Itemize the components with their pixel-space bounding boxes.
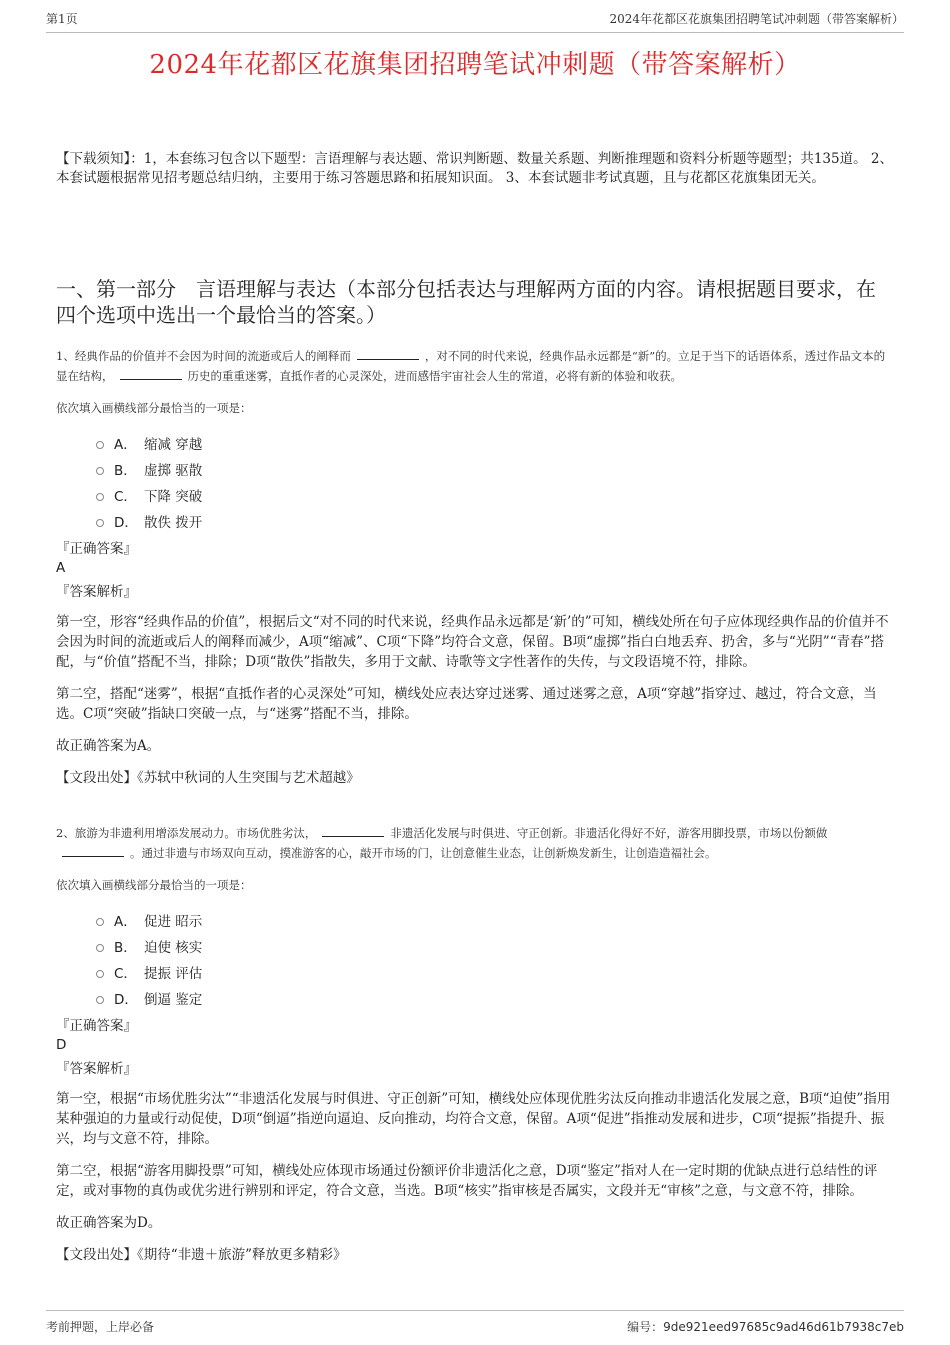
- question-1: [56, 346, 896, 788]
- answer-value: A: [56, 560, 66, 576]
- option-c[interactable]: C． 提振 评估: [96, 959, 896, 985]
- option-c[interactable]: C． 下降 突破: [96, 482, 896, 508]
- option-list: [96, 907, 896, 1011]
- radio-icon[interactable]: [96, 944, 104, 952]
- question-stem: 2、旅游为非遗利用增添发展动力。市场优胜劣汰， 非遗活化发展与时俱进、守正创新。非遗活化得好不好，游客用脚投票，市场以份额做。通过非遗与市场双向互动，摸准游客的心，敲开市场的门，让创意催生业态，让创新焕发新生，让创造造福社会。: [56, 826, 828, 860]
- analysis-label: 『答案解析』: [56, 584, 137, 600]
- analysis-paragraph: 第二空，搭配“迷雾”，根据“直抵作者的心灵深处”可知，横线处应表达穿过迷雾、通过迷雾之意，A项“穿越”指穿过、越过，符合文意，当选。C项“突破”指缺口突破一点，与“迷雾”搭配不当，排除。: [56, 686, 877, 722]
- footer-slogan: 考前押题，上岸必备: [46, 1320, 155, 1334]
- header-doc-name: 2024年花都区花旗集团招聘笔试冲刺题（带答案解析）: [609, 12, 904, 26]
- radio-icon[interactable]: [96, 493, 104, 501]
- source-citation: 【文段出处】《期待“非遗＋旅游”释放更多精彩》: [56, 1247, 347, 1263]
- analysis-paragraph: 第二空，根据“游客用脚投票”可知，横线处应体现市场通过份额评价非遗活化之意，D项“鉴定”指对人在一定时期的优缺点进行总结性的评定，或对事物的真伪或优劣进行辨别和评定，符合文意，当选。B项“核实”指审核是否属实，文段并无“审核”之意，与文意不符，排除。: [56, 1163, 878, 1199]
- analysis-paragraph: 第一空，形容“经典作品的价值”，根据后文“对不同的时代来说，经典作品永远都是‘新’的”可知，横线处所在句子应体现经典作品的价值并不会因为时间的流逝或后人的阐释而减少，A项“缩减”、C项“下降”均符合文意，保留。B项“虚掷”指白白地丢弃、扔舍，多与“光阴”“青春”搭配，与“价值”搭配不当，排除；D项“散佚”指散失，多用于文献、诗歌等文字性著作的失传，与文段语境不符，排除。: [56, 614, 889, 670]
- question-prompt: 依次填入画横线部分最恰当的一项是：: [56, 401, 252, 415]
- radio-icon[interactable]: [96, 996, 104, 1004]
- blank-line: [322, 824, 384, 837]
- answer-value: D: [56, 1037, 67, 1053]
- option-b[interactable]: B． 虚掷 驱散: [96, 456, 896, 482]
- option-d[interactable]: D． 倒逼 鉴定: [96, 985, 896, 1011]
- analysis-conclusion: 故正确答案为A。: [56, 738, 161, 754]
- document-id: 编号：9de921eed97685c9ad46d61b7938c7eb: [627, 1320, 904, 1334]
- question-2: [56, 823, 896, 1265]
- analysis-paragraph: 第一空，根据“市场优胜劣汰”“非遗活化发展与时俱进、守正创新”可知，横线处应体现优胜劣汰反向推动非遗活化发展之意，B项“迫使”指用某种强迫的力量或行动促使，D项“倒逼”指逆向逼迫、反向推动，均符合文意，保留。A项“促进”指推动发展和进步，C项“提振”指提升、振兴，均与文意不符，排除。: [56, 1091, 891, 1147]
- answer-label: 『正确答案』: [56, 541, 137, 557]
- analysis-label: 『答案解析』: [56, 1061, 137, 1077]
- radio-icon[interactable]: [96, 970, 104, 978]
- option-list: [96, 430, 896, 534]
- radio-icon[interactable]: [96, 467, 104, 475]
- section-heading: 一、第一部分 言语理解与表达（本部分包括表达与理解两方面的内容。请根据题目要求，在四个选项中选出一个最恰当的答案。）: [56, 277, 876, 327]
- blank-line: [357, 347, 419, 360]
- option-a[interactable]: A． 促进 昭示: [96, 907, 896, 933]
- question-prompt: 依次填入画横线部分最恰当的一项是：: [56, 878, 252, 892]
- blank-line: [120, 367, 182, 380]
- option-b[interactable]: B． 迫使 核实: [96, 933, 896, 959]
- page-footer: [46, 1310, 904, 1335]
- page-number: 第1页: [46, 12, 78, 26]
- radio-icon[interactable]: [96, 519, 104, 527]
- source-citation: 【文段出处】《苏轼中秋词的人生突围与艺术超越》: [56, 770, 360, 786]
- download-notice: 【下载须知】：1，本套练习包含以下题型：言语理解与表达题、常识判断题、数量关系题、判断推理题和资料分析题等题型；共135道。 2、本套试题根据常见招考题总结归纳，主要用于练习答题思路和拓展知识面。 3、本套试题非考试真题，且与花都区花旗集团无关。: [56, 151, 893, 186]
- document-title: 2024年花都区花旗集团招聘笔试冲刺题（带答案解析）: [149, 50, 801, 80]
- radio-icon[interactable]: [96, 918, 104, 926]
- page-header: [46, 10, 904, 33]
- analysis-conclusion: 故正确答案为D。: [56, 1215, 162, 1231]
- answer-label: 『正确答案』: [56, 1018, 137, 1034]
- option-d[interactable]: D． 散佚 拨开: [96, 508, 896, 534]
- radio-icon[interactable]: [96, 441, 104, 449]
- blank-line: [62, 844, 124, 857]
- question-stem: 1、经典作品的价值并不会因为时间的流逝或后人的阐释而 ，对不同的时代来说，经典作品永远都是“新”的。立足于当下的话语体系，透过作品文本的显在结构， 历史的重重迷雾，直抵作者的心灵深处，进而感悟宇宙社会人生的常道，必将有新的体验和收获。: [56, 349, 886, 383]
- option-a[interactable]: A． 缩减 穿越: [96, 430, 896, 456]
